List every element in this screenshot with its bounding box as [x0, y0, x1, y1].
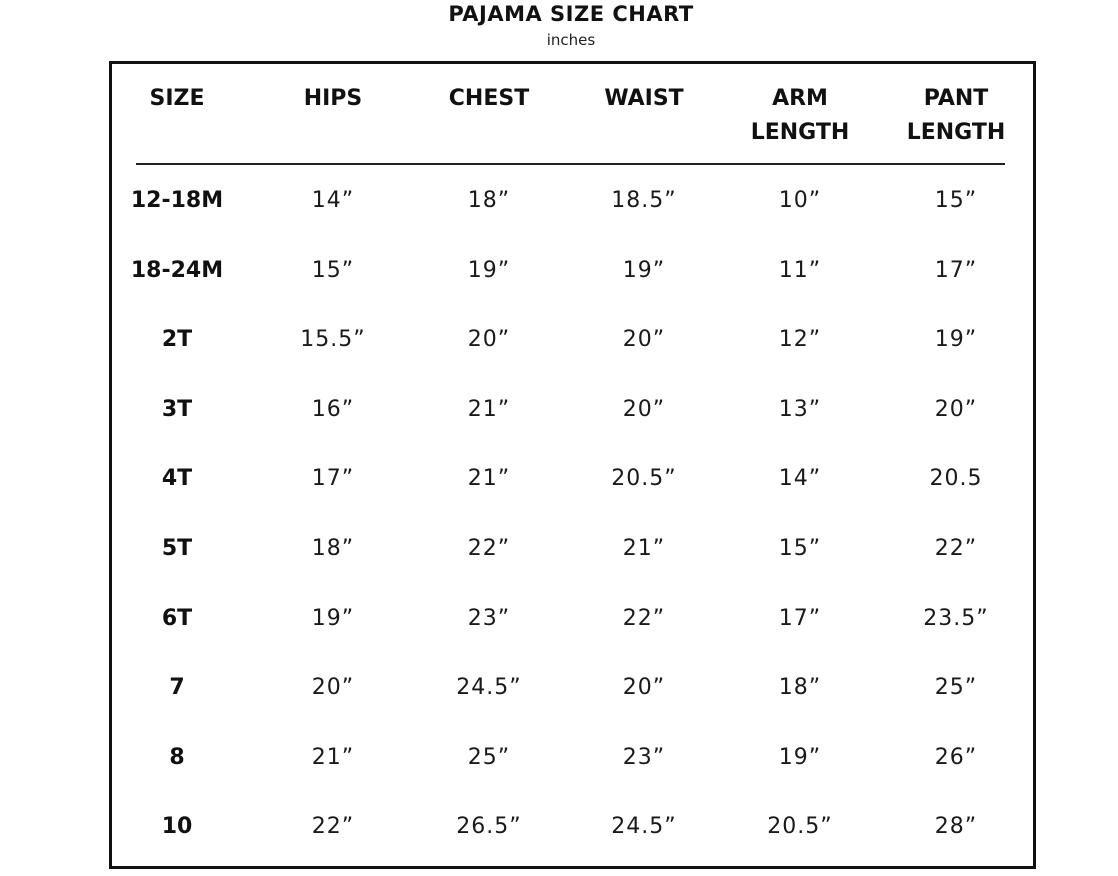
measurement-cell-chest: 24.5” [456, 675, 522, 701]
measurement-cell-pant-length: 19” [934, 327, 978, 353]
measurement-cell-hips: 22” [311, 814, 355, 840]
measurement-cell-waist: 20” [622, 396, 666, 422]
measurement-cell-arm-length: 15” [778, 536, 822, 561]
measurement-cell-arm-length: 11” [778, 257, 822, 283]
column-header-line1: CHEST [448, 86, 530, 111]
measurement-cell-hips: 20” [311, 675, 355, 701]
size-label-cell: 6T [161, 605, 193, 631]
column-header-line1: ARM [772, 86, 828, 111]
column-header-size [102, 82, 252, 116]
size-label-cell: 7 [169, 675, 185, 701]
measurement-cell-pant-length: 23.5” [923, 605, 989, 631]
column-header-line2: LENGTH [750, 120, 850, 145]
column-header-line1: WAIST [604, 86, 684, 111]
measurement-cell-hips: 15.5” [300, 327, 366, 353]
measurement-cell-hips: 17” [311, 466, 355, 492]
measurement-cell-chest: 21” [467, 466, 511, 492]
header-divider [136, 163, 1005, 165]
size-label-cell: 8 [169, 744, 185, 770]
measurement-cell-arm-length: 10” [778, 188, 822, 213]
size-label-cell: 4T [161, 466, 193, 492]
measurement-cell-pant-length: 26” [934, 744, 978, 770]
size-label-cell: 18-24M [130, 257, 224, 283]
measurement-cell-chest: 22” [467, 536, 511, 561]
measurement-cell-arm-length: 17” [778, 605, 822, 631]
measurement-cell-chest: 21” [467, 396, 511, 422]
measurement-cell-waist: 18.5” [611, 188, 677, 213]
measurement-cell-pant-length: 15” [934, 188, 978, 213]
measurement-cell-pant-length: 17” [934, 257, 978, 283]
size-label-cell: 2T [161, 327, 193, 353]
measurement-cell-chest: 18” [467, 188, 511, 213]
column-header-line1: PANT [923, 86, 989, 111]
measurement-cell-hips: 21” [311, 744, 355, 770]
measurement-cell-arm-length: 13” [778, 396, 822, 422]
measurement-cell-chest: 26.5” [456, 814, 522, 840]
measurement-cell-arm-length: 19” [778, 744, 822, 770]
measurement-cell-chest: 19” [467, 257, 511, 283]
measurement-cell-pant-length: 20.5 [929, 466, 983, 492]
column-header-line1: HIPS [303, 86, 363, 111]
column-header-pant-length [881, 82, 1031, 150]
chart-title: PAJAMA SIZE CHART [448, 2, 694, 26]
measurement-cell-chest: 20” [467, 327, 511, 353]
measurement-cell-arm-length: 12” [778, 327, 822, 353]
measurement-cell-arm-length: 18” [778, 675, 822, 701]
column-header-line2: LENGTH [906, 120, 1006, 145]
size-label-cell: 5T [161, 536, 193, 561]
measurement-cell-waist: 22” [622, 605, 666, 631]
size-label-cell: 3T [161, 396, 193, 422]
column-header-hips [258, 82, 408, 116]
column-header-line1: SIZE [149, 86, 205, 111]
measurement-cell-waist: 20” [622, 675, 666, 701]
measurement-cell-pant-length: 20” [934, 396, 978, 422]
measurement-cell-waist: 19” [622, 257, 666, 283]
size-label-cell: 12-18M [130, 188, 224, 213]
measurement-cell-arm-length: 14” [778, 466, 822, 492]
column-header-chest [414, 82, 564, 116]
measurement-cell-hips: 18” [311, 536, 355, 561]
measurement-cell-pant-length: 25” [934, 675, 978, 701]
measurement-cell-arm-length: 20.5” [767, 814, 833, 840]
measurement-cell-waist: 20.5” [611, 466, 677, 492]
measurement-cell-chest: 23” [467, 605, 511, 631]
measurement-cell-pant-length: 22” [934, 536, 978, 561]
measurement-cell-hips: 16” [311, 396, 355, 422]
chart-subtitle: inches [546, 31, 596, 49]
measurement-cell-pant-length: 28” [934, 814, 978, 840]
measurement-cell-chest: 25” [467, 744, 511, 770]
column-header-waist [569, 82, 719, 116]
column-header-arm-length [725, 82, 875, 150]
measurement-cell-waist: 23” [622, 744, 666, 770]
measurement-cell-hips: 15” [311, 257, 355, 283]
measurement-cell-waist: 21” [622, 536, 666, 561]
measurement-cell-hips: 19” [311, 605, 355, 631]
size-label-cell: 10 [161, 814, 193, 840]
measurement-cell-waist: 24.5” [611, 814, 677, 840]
measurement-cell-hips: 14” [311, 188, 355, 213]
measurement-cell-waist: 20” [622, 327, 666, 353]
